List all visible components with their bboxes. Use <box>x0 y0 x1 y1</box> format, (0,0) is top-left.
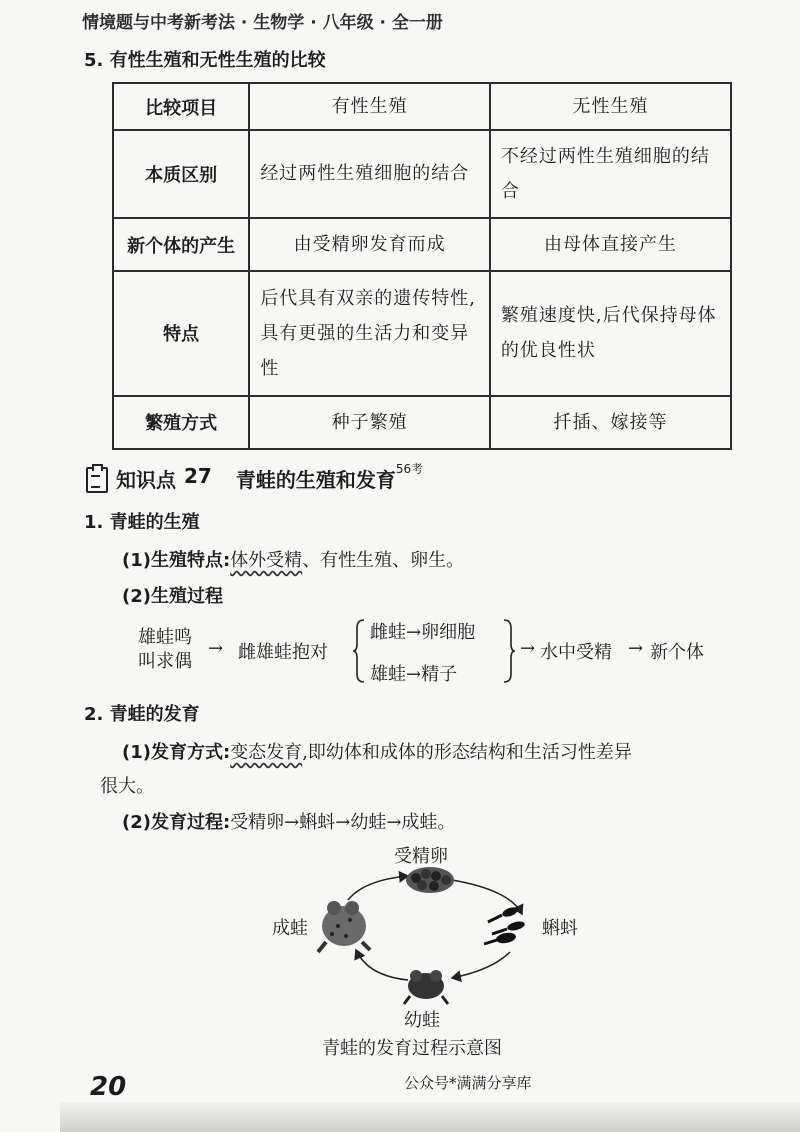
knowledge-point-heading <box>86 464 423 493</box>
running-header: 情境题与中考新考法 · 生物学 · 八年级 · 全一册 <box>82 13 443 33</box>
cycle-arrow <box>348 876 408 900</box>
page-edge-shadow <box>60 1102 800 1132</box>
left-brace-icon <box>352 618 366 684</box>
development-mode-line <box>122 738 632 764</box>
item-label: (1)生殖特点: <box>122 550 231 571</box>
table-cell: 不经过两性生殖细胞的结合 <box>490 130 731 218</box>
development-mode-cont: 很大。 <box>100 776 154 797</box>
flow-female: 雌蛙→卵细胞 <box>370 622 476 643</box>
froglet-icon <box>404 970 448 1004</box>
flow-new-individual: 新个体 <box>650 642 704 663</box>
table-header-row <box>113 83 731 130</box>
item-text: ,即幼体和成体的形态结构和生活习性差异 <box>302 742 632 763</box>
item-label: (2)发育过程: <box>122 812 231 833</box>
item-text: 受精卵→蝌蚪→幼蛙→成蛙。 <box>230 812 456 833</box>
label-froglet: 幼蛙 <box>404 1010 440 1031</box>
tadpole-icon <box>484 906 526 945</box>
flow-arrow-icon: → <box>208 638 224 659</box>
knowledge-number: 27 <box>184 464 212 488</box>
label-adult-frog: 成蛙 <box>272 918 308 939</box>
table-cell: 由母体直接产生 <box>490 218 731 271</box>
flow-arrow-icon: → <box>520 638 536 659</box>
cycle-arrow <box>356 950 408 980</box>
row-label: 本质区别 <box>113 130 249 218</box>
subsection-2-title: 2. 青蛙的发育 <box>84 704 200 725</box>
page-number: 20 <box>90 1072 127 1102</box>
table-cell: 后代具有双亲的遗传特性,具有更强的生活力和变异性 <box>249 271 490 396</box>
exam-count-badge: 56考 <box>395 462 424 476</box>
adult-frog-icon <box>318 901 370 952</box>
comparison-table <box>112 82 732 450</box>
footer-watermark: 公众号*满满分享库 <box>404 1074 532 1092</box>
label-tadpole: 蝌蚪 <box>542 918 578 939</box>
table-row <box>113 218 731 271</box>
header-cell-item: 比较项目 <box>113 83 249 130</box>
reproduction-process-line <box>122 582 223 608</box>
table-cell: 扦插、嫁接等 <box>490 396 731 449</box>
flow-mating: 雌雄蛙抱对 <box>238 642 328 663</box>
section-5-title: 5. 有性生殖和无性生殖的比较 <box>84 50 326 71</box>
header-cell-sexual: 有性生殖 <box>249 83 490 130</box>
item-label: (2)生殖过程 <box>122 586 223 607</box>
highlight-term: 变态发育 <box>230 742 303 763</box>
table-row <box>113 396 731 449</box>
table-cell: 种子繁殖 <box>249 396 490 449</box>
table-row <box>113 130 731 218</box>
right-brace-icon <box>502 618 516 684</box>
flow-start-line2: 叫求偶 <box>138 651 192 672</box>
flow-start <box>138 626 192 674</box>
row-label: 繁殖方式 <box>113 396 249 449</box>
figure-caption: 青蛙的发育过程示意图 <box>322 1038 502 1059</box>
flow-male: 雄蛙→精子 <box>370 664 458 685</box>
reproduction-feature-line <box>122 546 464 572</box>
row-label: 特点 <box>113 271 249 396</box>
knowledge-label: 知识点 <box>116 468 176 492</box>
item-label: (1)发育方式: <box>122 742 231 763</box>
table-cell: 繁殖速度快,后代保持母体的优良性状 <box>490 271 731 396</box>
table-row <box>113 271 731 396</box>
egg-icon <box>406 867 454 893</box>
development-process-line <box>122 808 455 834</box>
item-text: 、有性生殖、卵生。 <box>302 550 465 571</box>
highlight-term: 体外受精 <box>230 550 303 571</box>
table-cell: 经过两性生殖细胞的结合 <box>249 130 490 218</box>
label-egg: 受精卵 <box>394 846 448 867</box>
subsection-1-title: 1. 青蛙的生殖 <box>84 512 200 533</box>
flow-fertilization: 水中受精 <box>540 642 612 663</box>
flow-arrow-icon: → <box>628 638 644 659</box>
cycle-arrow <box>452 952 510 978</box>
knowledge-title: 青蛙的生殖和发育 <box>235 468 396 492</box>
table-cell: 由受精卵发育而成 <box>249 218 490 271</box>
clipboard-icon <box>86 467 108 493</box>
flow-start-line1: 雄蛙鸣 <box>138 627 192 648</box>
header-cell-asexual: 无性生殖 <box>490 83 731 130</box>
row-label: 新个体的产生 <box>113 218 249 271</box>
